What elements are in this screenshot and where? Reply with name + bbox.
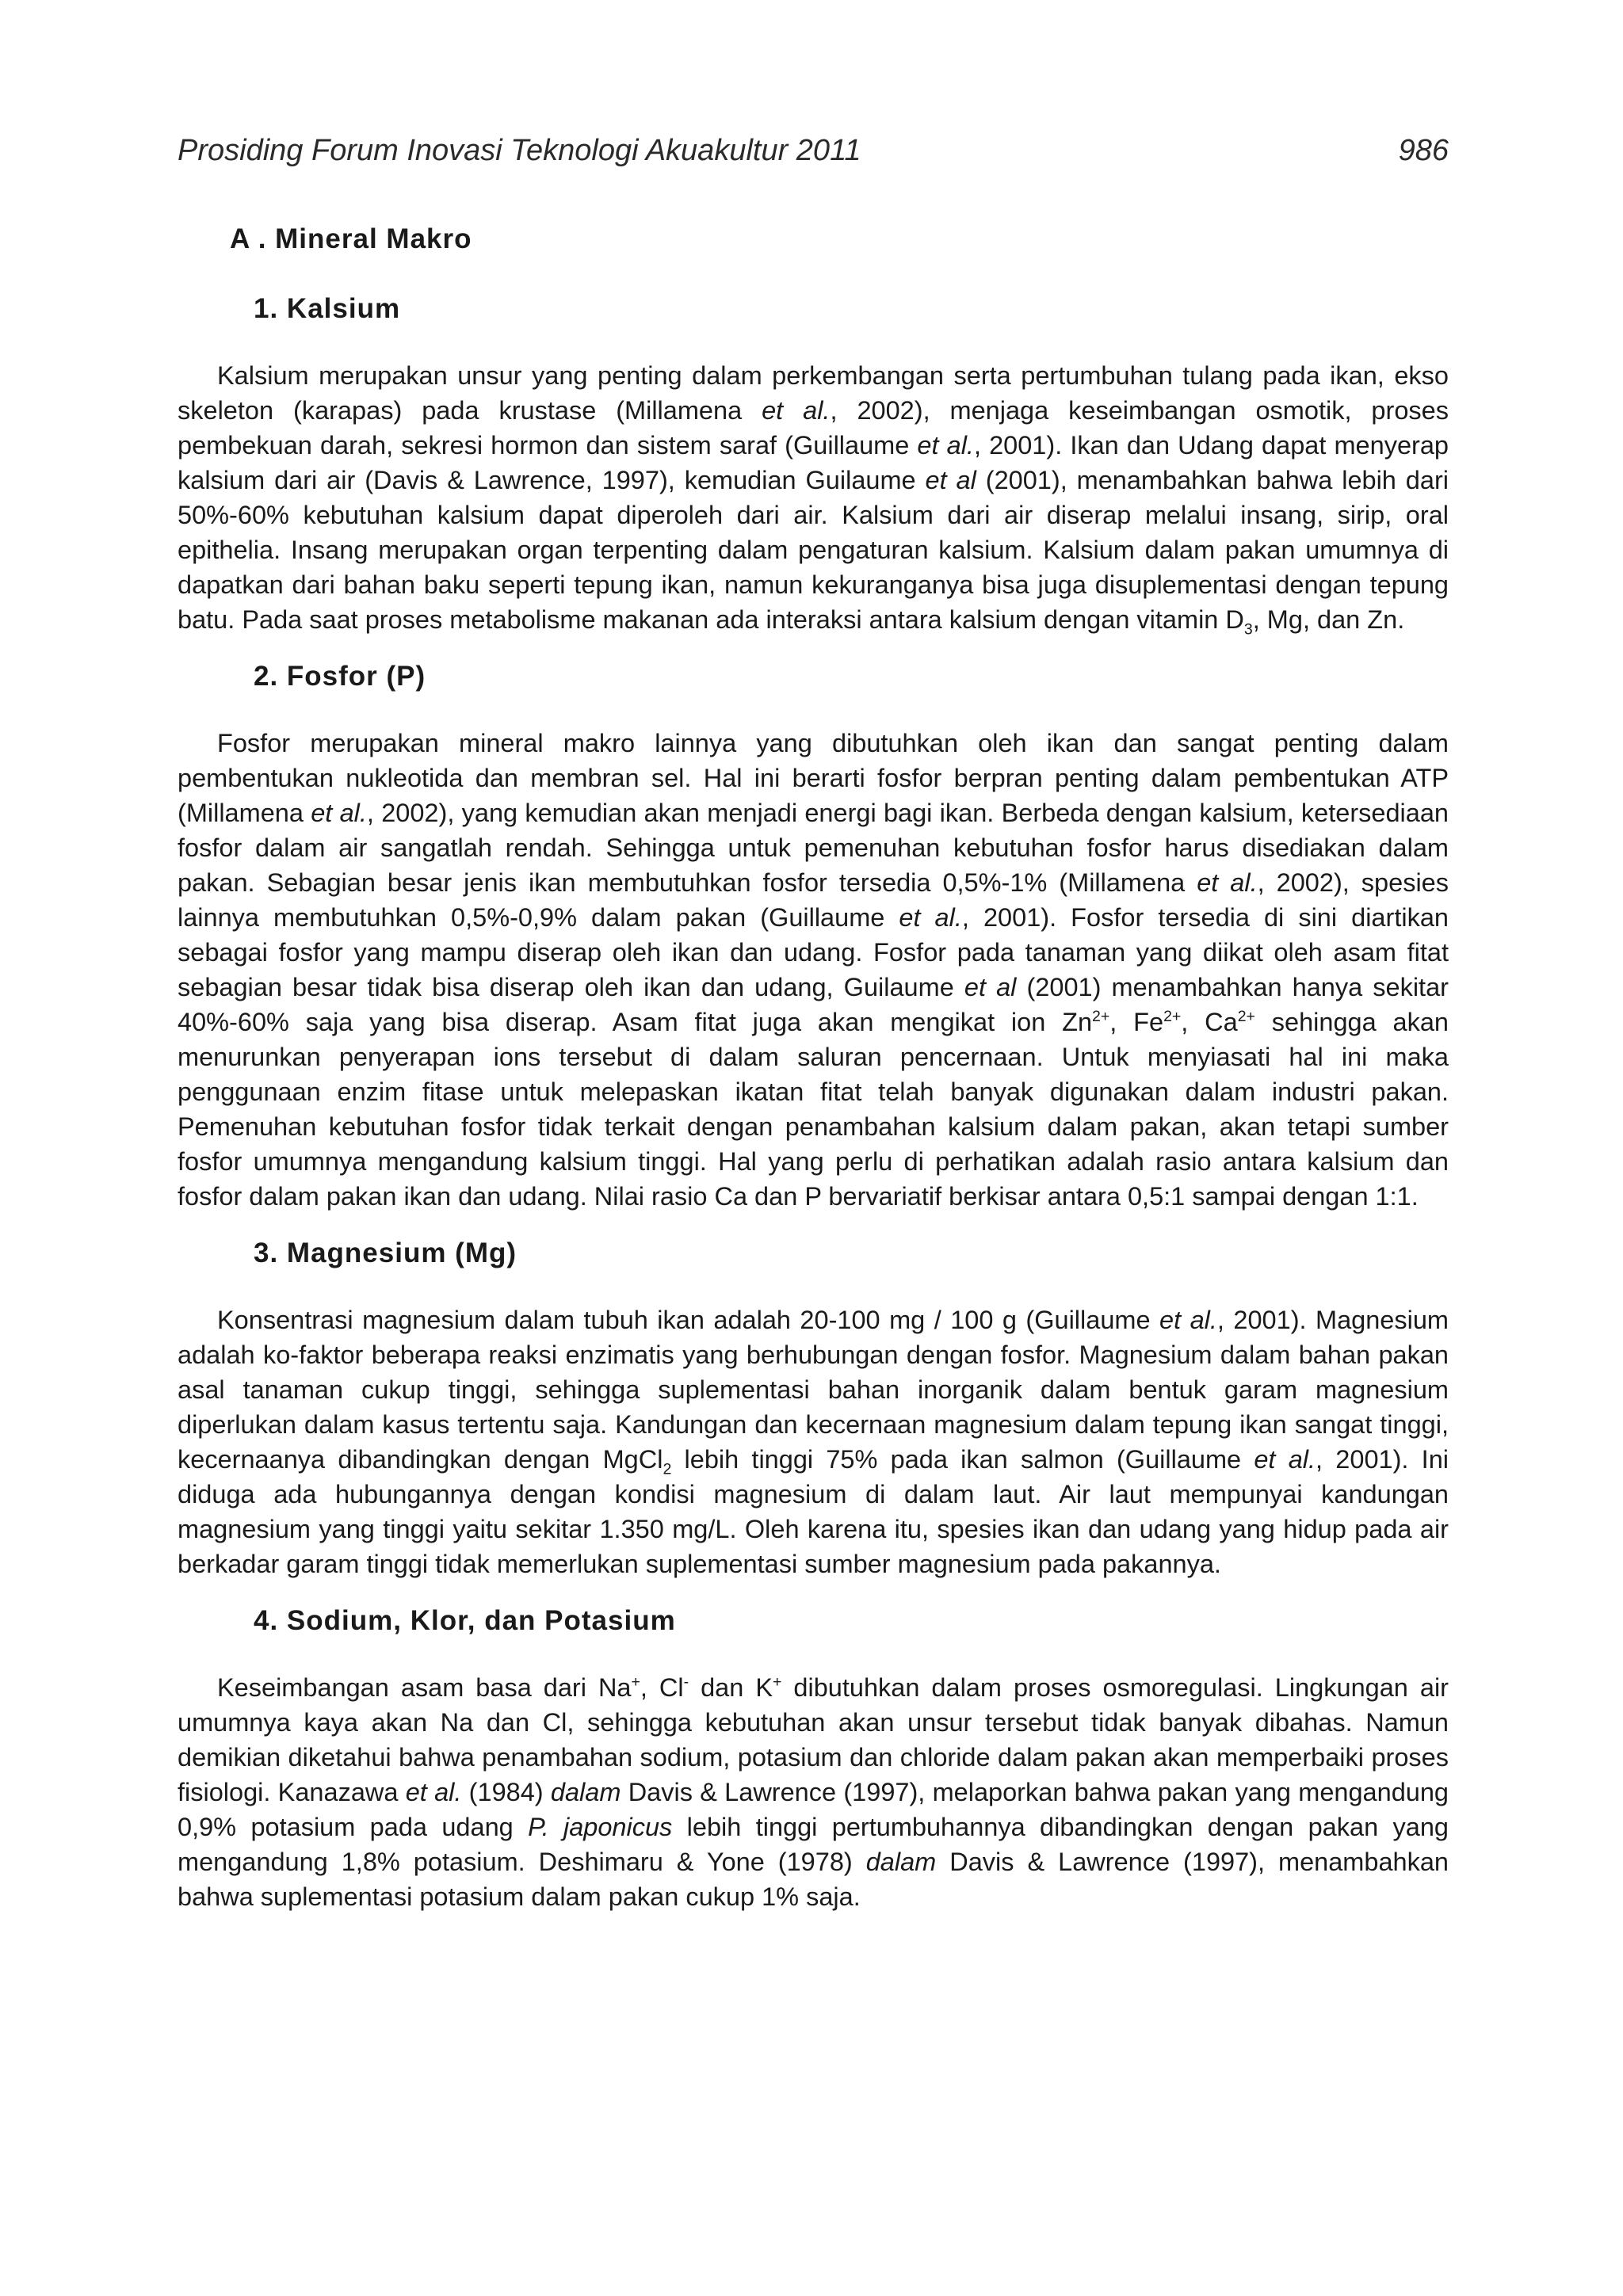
article-body xyxy=(178,222,1449,1936)
subsection-heading-sodium-klor-potasium: 4. Sodium, Klor, dan Potasium xyxy=(254,1605,676,1636)
subsection-heading-kalsium: 1. Kalsium xyxy=(254,293,401,324)
paragraph-magnesium: Konsentrasi magnesium dalam tubuh ikan adalah 20-100 mg / 100 g (Guillaume et al., 2001). Magnesium adalah ko-faktor beberapa reaksi enzimatis yang berhubungan dengan fosfor. Magnesium dalam bahan pakan asal tanaman cukup tinggi, sehingga suplementasi bahan inorganik dalam bentuk garam magnesium diperlukan dalam kasus tertentu saja. Kandungan dan kecernaan magnesium dalam tepung ikan sangat tinggi, kecernaanya dibandingkan dengan MgCl$_2$ lebih tinggi 75% pada ikan salmon (Guillaume et al., 2001). Ini diduga ada hubungannya dengan kondisi magnesium di dalam laut. Air laut mempunyai kandungan magnesium yang tinggi yaitu sekitar 1.350 mg/L. Oleh karena itu, spesies ikan dan udang yang hidup pada air berkadar garam tinggi tidak memerlukan suplementasi sumber magnesium pada pakannya. xyxy=(178,1306,1449,1578)
paragraph-fosfor: Fosfor merupakan mineral makro lainnya yang dibutuhkan oleh ikan dan sangat penting dalam pembentukan nukleotida dan membran sel. Hal ini berarti fosfor berpran penting dalam pembentukan ATP (Millamena et al., 2002), yang kemudian akan menjadi energi bagi ikan. Berbeda dengan kalsium, ketersediaan fosfor dalam air sangatlah rendah. Sehingga untuk pemenuhan kebutuhan fosfor harus disediakan dalam pakan. Sebagian besar jenis ikan membutuhkan fosfor tersedia 0,5%-1% (Millamena et al., 2002), spesies lainnya membutuhkan 0,5%-0,9% dalam pakan (Guillaume et al., 2001). Fosfor tersedia di sini diartikan sebagai fosfor yang mampu diserap oleh ikan dan udang. Fosfor pada tanaman yang diikat oleh asam fitat sebagian besar tidak bisa diserap oleh ikan dan udang, Guilaume et al (2001) menambahkan hanya sekitar 40%-60% saja yang bisa diserap. Asam fitat juga akan mengikat ion $Zn^{2+}$, $Fe^{2+}$, $Ca^{2+}$ sehingga akan menurunkan penyerapan ions tersebut di dalam saluran pencernaan. Untuk menyiasati hal ini maka penggunaan enzim fitase untuk melepaskan ikatan fitat telah banyak digunakan dalam industri pakan. Pemenuhan kebutuhan fosfor tidak terkait dengan penambahan kalsium dalam pakan, akan tetapi sumber fosfor umumnya mengandung kalsium tinggi. Hal yang perlu di perhatikan adalah rasio antara kalsium dan fosfor dalam pakan ikan dan udang. Nilai rasio Ca dan P bervariatif berkisar antara 0,5:1 sampai dengan 1:1. xyxy=(178,729,1449,1211)
subsection-heading-magnesium: 3. Magnesium (Mg) xyxy=(254,1238,517,1268)
running-header xyxy=(178,127,1449,174)
subsection-heading-fosfor: 2. Fosfor (P) xyxy=(254,661,426,692)
paragraph-kalsium: Kalsium merupakan unsur yang penting dalam perkembangan serta pertumbuhan tulang pada ikan, ekso skeleton (karapas) pada krustase (Millamena et al., 2002), menjaga keseimbangan osmotik, proses pembekuan darah, sekresi hormon dan sistem saraf (Guillaume et al., 2001). Ikan dan Udang dapat menyerap kalsium dari air (Davis & Lawrence, 1997), kemudian Guilaume et al (2001), menambahkan bahwa lebih dari 50%-60% kebutuhan kalsium dapat diperoleh dari air. Kalsium dari air diserap melalui insang, sirip, oral epithelia. Insang merupakan organ terpenting dalam pengaturan kalsium. Kalsium dalam pakan umumnya di dapatkan dari bahan baku seperti tepung ikan, namun kekuranganya bisa juga disuplementasi dengan tepung batu. Pada saat proses metabolisme makanan ada interaksi antara kalsium dengan vitamin $D_3$, Mg, dan Zn. xyxy=(178,361,1449,639)
paragraph-sodium-klor-potasium: Keseimbangan asam basa dari Na+, Cl- dan K+ dibutuhkan dalam proses osmoregulasi. Lingkungan air umumnya kaya akan Na dan Cl, sehingga kebutuhan akan unsur tersebut tidak banyak dibahas. Namun demikian diketahui bahwa penambahan sodium, potasium dan chloride dalam pakan akan memperbaiki proses fisiologi. Kanazawa et al. (1984) dalam Davis & Lawrence (1997), melaporkan bahwa pakan yang mengandung 0,9% potasium pada udang P. japonicus lebih tinggi pertumbuhannya dibandingkan dengan pakan yang mengandung 1,8% potasium. Deshimaru & Yone (1978) dalam Davis & Lawrence (1997), menambahkan bahwa suplementasi potasium dalam pakan cukup 1% saja. xyxy=(178,1673,1449,1911)
section-heading: A . Mineral Makro xyxy=(230,223,472,254)
journal-title: Prosiding Forum Inovasi Teknologi Akuakultur 2011 xyxy=(178,133,861,167)
page-number: 986 xyxy=(1398,133,1449,167)
